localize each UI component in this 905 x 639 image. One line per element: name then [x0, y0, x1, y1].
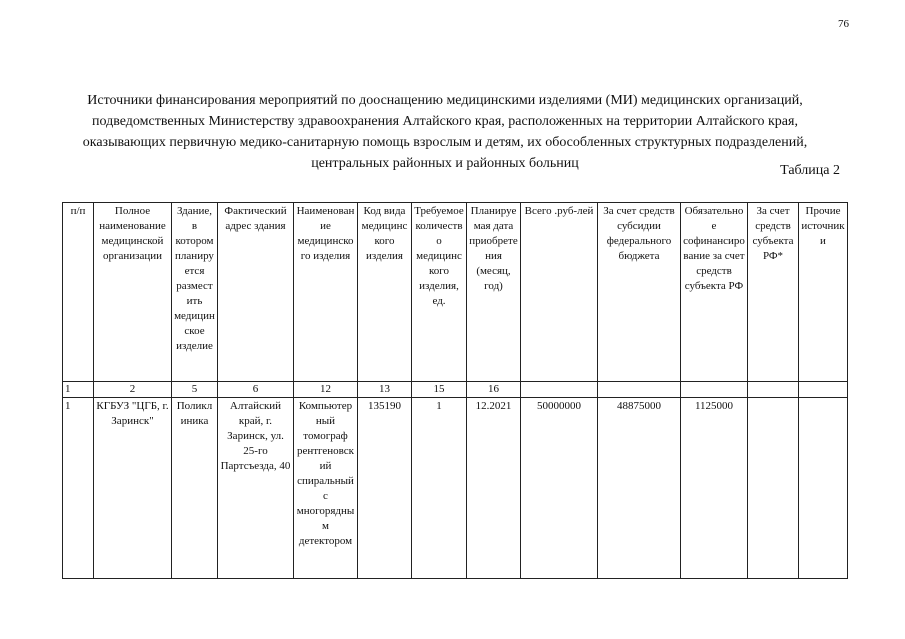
- header-cell-subject-funds: За счет средств субъекта РФ*: [748, 203, 799, 382]
- header-cell-building: Здание, в котором планируется разместить медицинское изделие: [172, 203, 218, 382]
- column-number-cell: 6: [218, 382, 294, 398]
- header-cell-row-number: п/п: [63, 203, 94, 382]
- page-number: 76: [838, 18, 849, 30]
- table-header-row: [63, 203, 848, 382]
- column-number-cell: [521, 382, 598, 398]
- cell-address: Алтайский край, г. Заринск, ул. 25-го Партсъезда, 40: [218, 398, 294, 579]
- header-cell-device-name: Наименование медицинского изделия: [294, 203, 358, 382]
- cell-federal-subsidy: 48875000: [598, 398, 681, 579]
- column-number-cell: 2: [94, 382, 172, 398]
- header-cell-quantity: Требуемое количество медицинского изделия, ед.: [412, 203, 467, 382]
- column-number-cell: 16: [467, 382, 521, 398]
- header-cell-purchase-date: Планируемая дата приобретения (месяц, год): [467, 203, 521, 382]
- column-number-cell: 12: [294, 382, 358, 398]
- heading-text: Источники финансирования мероприятий по дооснащению медицинскими изделиями (МИ) медицинских организаций, подведомственных Министерству здравоохранения Алтайского края, расположенных на территории Алтайского края, оказывающих первичную медико-санитарную помощь взрослым и детям, их обособленных структурных подразделений, центральных районных и районных больниц: [82, 93, 808, 171]
- column-number-cell: [598, 382, 681, 398]
- table-row: [63, 398, 848, 579]
- cell-other-sources: [799, 398, 848, 579]
- header-cell-device-code: Код вида медицинского изделия: [358, 203, 412, 382]
- header-cell-organization: Полное наименование медицинской организации: [94, 203, 172, 382]
- column-number-cell: 1: [63, 382, 94, 398]
- column-number-cell: [748, 382, 799, 398]
- cell-device-name: Компьютерный томограф рентгеновский спиральный с многорядным детектором: [294, 398, 358, 579]
- column-number-cell: 15: [412, 382, 467, 398]
- column-number-cell: [799, 382, 848, 398]
- header-cell-other-sources: Прочие источники: [799, 203, 848, 382]
- cell-quantity: 1: [412, 398, 467, 579]
- header-cell-cofinancing: Обязательное софинансирование за счет средств субъекта РФ: [681, 203, 748, 382]
- cell-building: Поликлиника: [172, 398, 218, 579]
- cell-row-number: 1: [63, 398, 94, 579]
- column-number-cell: 5: [172, 382, 218, 398]
- funding-table: [62, 202, 848, 579]
- header-cell-federal-subsidy: За счет средств субсидии федерального бюджета: [598, 203, 681, 382]
- column-number-row: [63, 382, 848, 398]
- header-cell-address: Фактический адрес здания: [218, 203, 294, 382]
- column-number-cell: [681, 382, 748, 398]
- cell-organization: КГБУЗ "ЦГБ, г. Заринск": [94, 398, 172, 579]
- cell-purchase-date: 12.2021: [467, 398, 521, 579]
- cell-total: 50000000: [521, 398, 598, 579]
- cell-subject-funds: [748, 398, 799, 579]
- cell-device-code: 135190: [358, 398, 412, 579]
- cell-cofinancing: 1125000: [681, 398, 748, 579]
- header-cell-total: Всего .руб-лей: [521, 203, 598, 382]
- table-caption: Таблица 2: [780, 163, 840, 178]
- column-number-cell: 13: [358, 382, 412, 398]
- document-heading: [50, 90, 840, 174]
